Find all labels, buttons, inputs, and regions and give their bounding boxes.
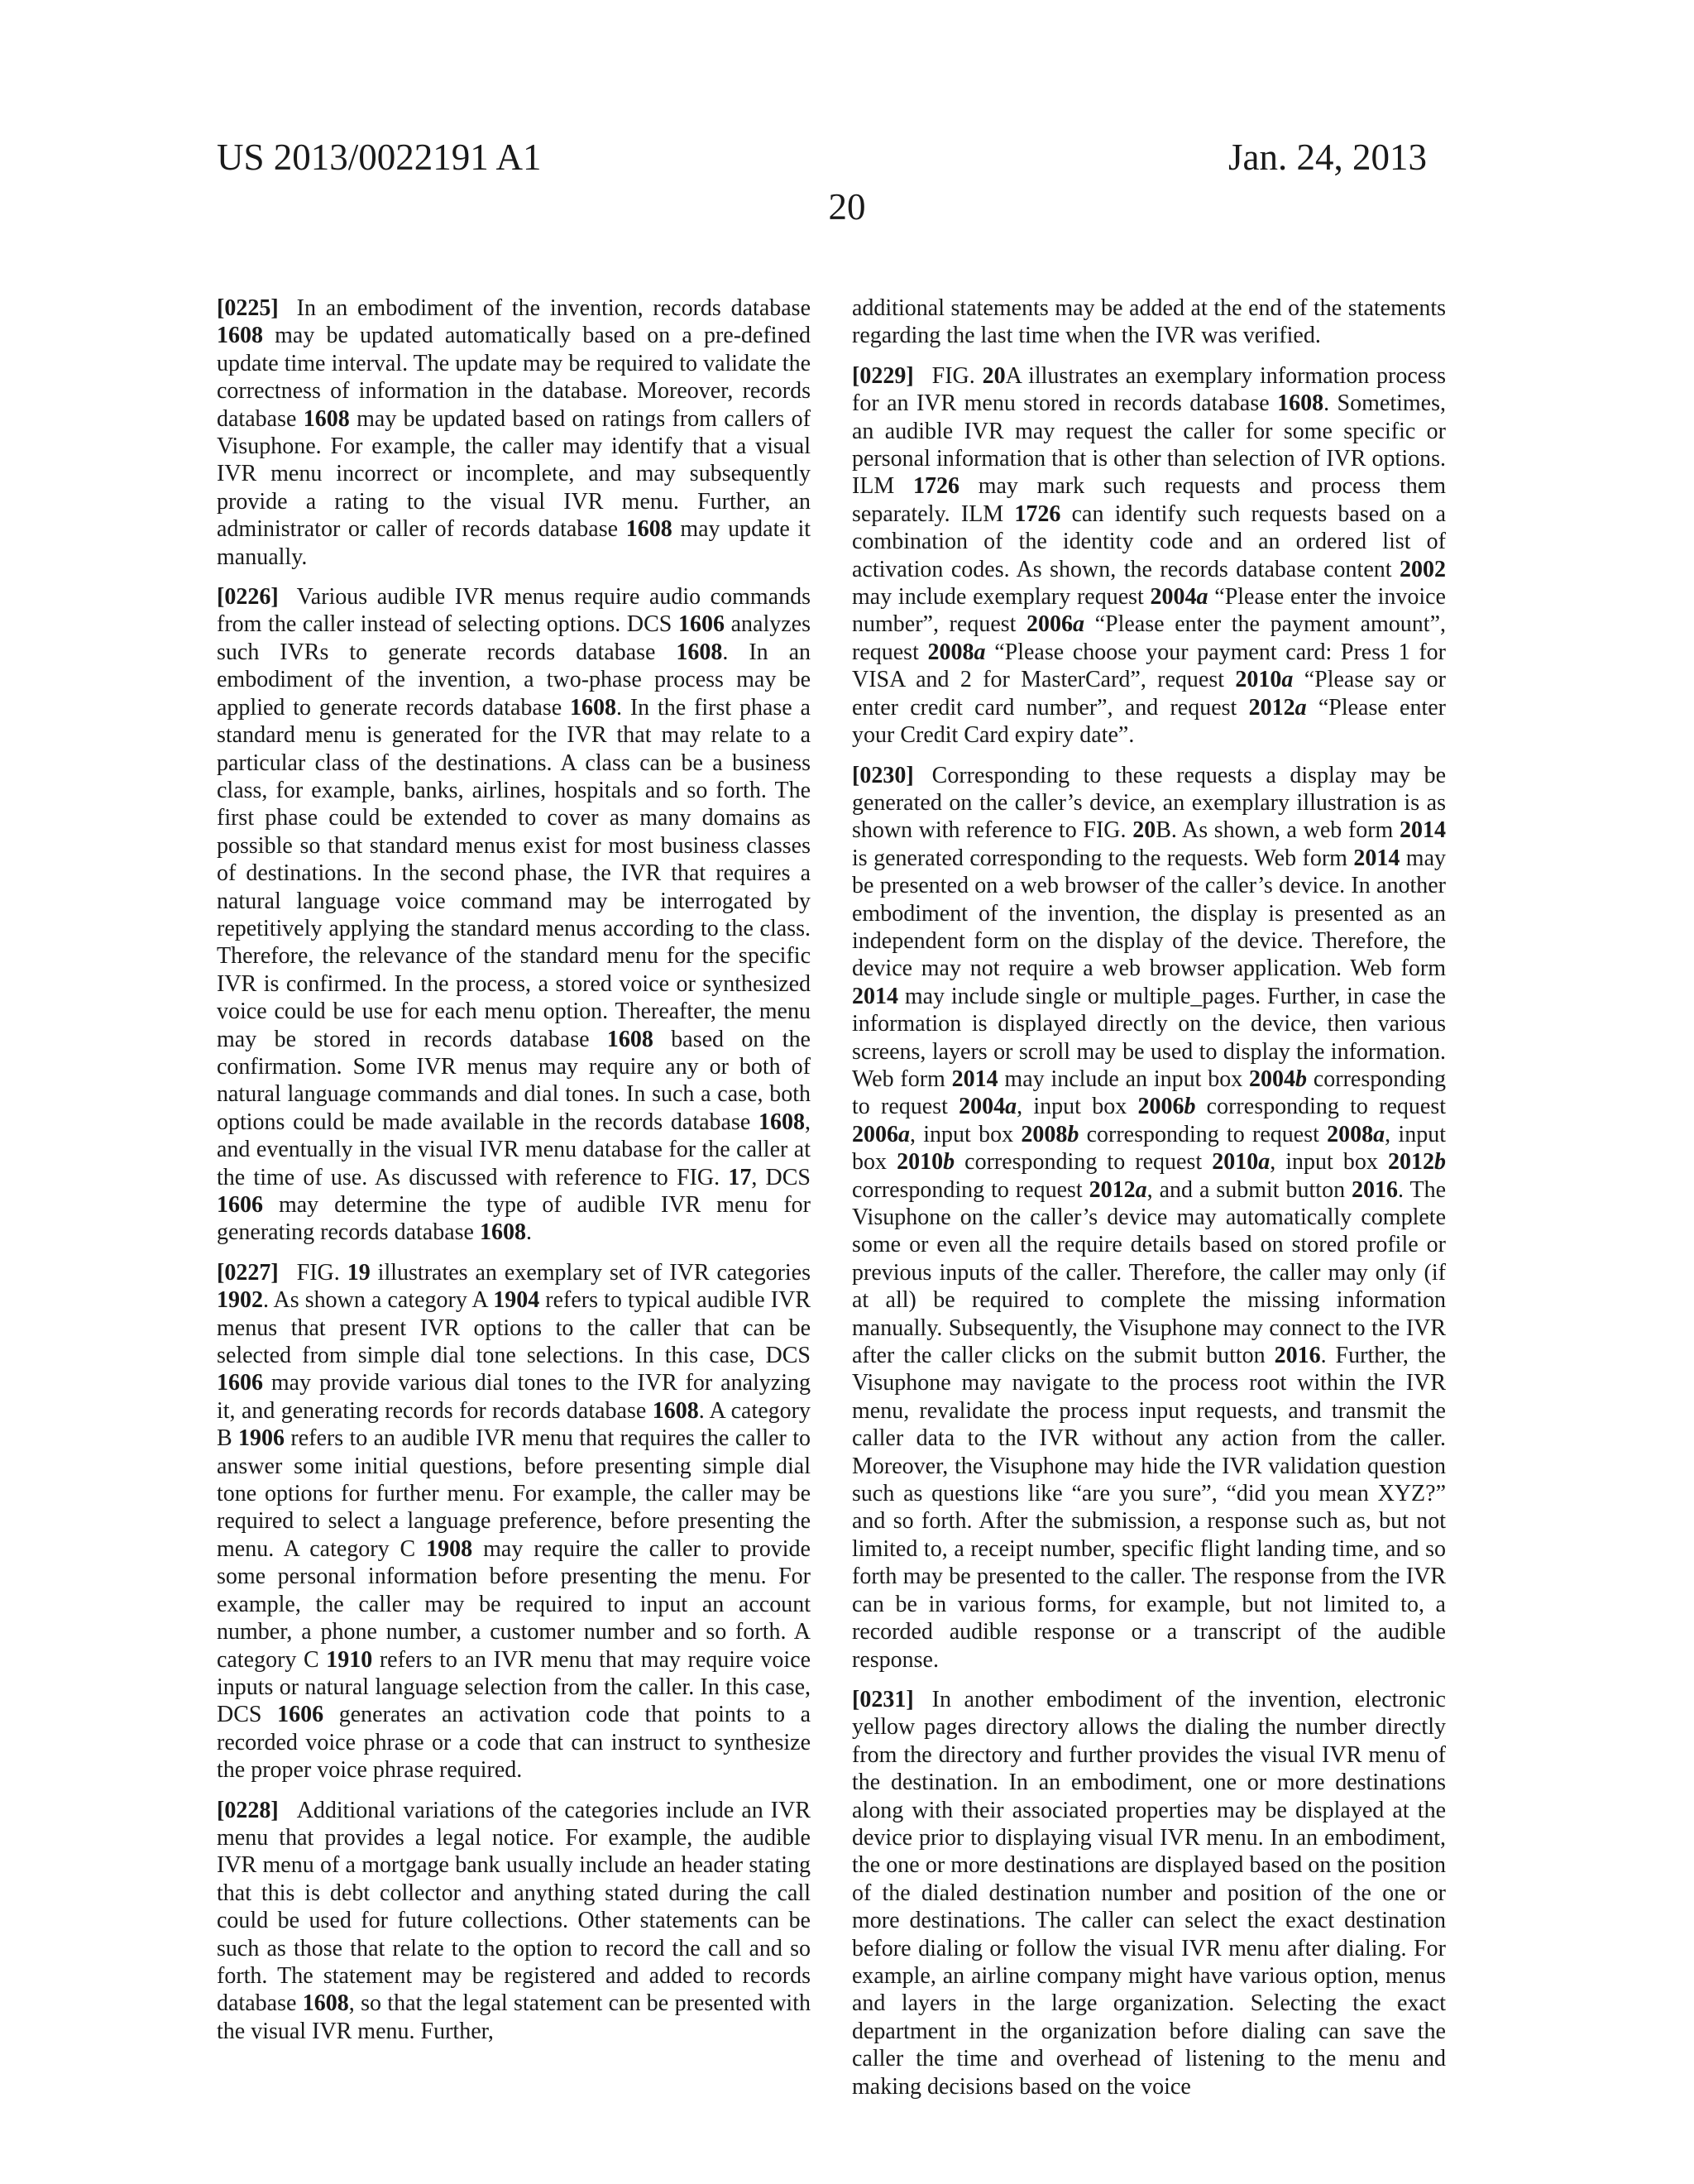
paragraph-0231	[852, 1686, 1446, 2100]
paragraph-text: FIG. 19 illustrates an exemplary set of IVR categories 1902. As shown a category A 1904 refers to typical audible IVR menus that present IVR options to the caller that can be selected from simple dial tone selections. In this case, DCS 1606 may provide various dial tones to the IVR for analyzing it, and generating records for records database 1608. A category B 1906 refers to an audible IVR menu that requires the caller to answer some initial questions, before presenting simple dial tone options for further menu. For example, the caller may be required to select a language preference, before presenting the menu. A category C 1908 may require the caller to provide some personal information before presenting the menu. For example, the caller may be required to input an account number, a phone number, a customer number and so forth. A category C 1910 refers to an IVR menu that may require voice inputs or natural language selection from the caller. In this case, DCS 1606 generates an activation code that points to a recorded voice phrase or a code that can instruct to synthesize the proper voice phrase required.	[217, 1259, 811, 1784]
paragraph-number: [0230]	[852, 762, 914, 788]
paragraph-number: [0226]	[217, 584, 279, 611]
paragraph-0228	[217, 1797, 811, 2046]
paragraph-0226	[217, 583, 811, 1247]
right-column	[852, 295, 1446, 2113]
paragraph-0229	[852, 362, 1446, 750]
paragraph-0225	[217, 295, 811, 571]
paragraph-number: [0225]	[217, 295, 279, 321]
paragraph-text: Various audible IVR menus require audio commands from the caller instead of selecting options. DCS 1606 analyzes such IVRs to generate records database 1608. In an embodiment of the invention, a two-phase process may be applied to generate records database 1608. In the first phase a standard menu is generated for the IVR that may relate to a particular class of the destinations. A class can be a business class, for example, banks, airlines, hospitals and so forth. The first phase could be extended to cover as many domains as possible so that standard menus exist for most business classes of destinations. In the second phase, the IVR that requires a natural language voice command may be interrogated by repetitively applying the standard menus according to the class. Therefore, the relevance of the standard menu for the specific IVR is confirmed. In the process, a stored voice or synthesized voice could be use for each menu option. Thereafter, the menu may be stored in records database 1608 based on the confirmation. Some IVR menus may require any or both of natural language commands and dial tones. In such a case, both options could be made available in the records database 1608, and eventually in the visual IVR menu database for the caller at the time of use. As discussed with reference to FIG. 17, DCS 1606 may determine the type of audible IVR menu for generating records database 1608.	[217, 584, 811, 1246]
paragraph-number: [0227]	[217, 1259, 279, 1286]
paragraph-number: [0228]	[217, 1797, 279, 1823]
paragraph-continuation: additional statements may be added at the end of the statements regarding the last time when the IVR was verified.	[852, 295, 1446, 349]
publication-number: US 2013/0022191 A1	[217, 136, 542, 178]
paragraph-text: FIG. 20A illustrates an exemplary information process for an IVR menu stored in records database 1608. Sometimes, an audible IVR may request the caller for some specific or personal information that is other than selection of IVR options. ILM 1726 may mark such requests and process them separately. ILM 1726 can identify such requests based on a combination of the identity code and an ordered list of activation codes. As shown, the records database content 2002 may include exemplary request 2004a “Please enter the invoice number”, request 2006a “Please enter the payment amount”, request 2008a “Please choose your payment card: Press 1 for VISA and 2 for MasterCard”, request 2010a “Please say or enter credit card number”, and request 2012a “Please enter your Credit Card expiry date”.	[852, 362, 1447, 749]
paragraph-text: Additional variations of the categories include an IVR menu that provides a legal notice. For example, the audible IVR menu of a mortgage bank usually include an header stating that this is debt collector and anything stated during the call could be used for future collections. Other statements can be such as those that relate to the option to record the call and so forth. The statement may be registered and added to records database 1608, so that the legal statement can be presented with the visual IVR menu. Further,	[217, 1797, 811, 2044]
paragraph-number: [0231]	[852, 1686, 914, 1712]
paragraph-text: Corresponding to these requests a display may be generated on the caller’s device, an exemplary illustration is as shown with reference to FIG. 20B. As shown, a web form 2014 is generated corresponding to the requests. Web form 2014 may be presented on a web browser of the caller’s device. In another embodiment of the invention, the display is presented as an independent form on the display of the device. Therefore, the device may not require a web browser application. Web form 2014 may include single or multiple_pages. Further, in case the information is displayed directly on the device, then various screens, layers or scroll may be used to display the information. Web form 2014 may include an input box 2004b corresponding to request 2004a, input box 2006b corresponding to request 2006a, input box 2008b corresponding to request 2008a, input box 2010b corresponding to request 2010a, input box 2012b corresponding to request 2012a, and a submit button 2016. The Visuphone on the caller’s device may automatically complete some or even all the require details based on stored profile or previous inputs of the caller. Therefore, the caller may only (if at all) be required to complete the missing information manually. Subsequently, the Visuphone may connect to the IVR after the caller clicks on the submit button 2016. Further, the Visuphone may navigate to the process root within the IVR menu, revalidate the process input requests, and transmit the caller data to the IVR without any action from the caller. Moreover, the Visuphone may hide the IVR validation question such as questions like “are you sure”, “did you mean XYZ?” and so forth. After the submission, a response such as, but not limited to, a receipt number, specific flight landing time, and so forth may be presented to the caller. The response from the IVR can be in various forms, for example, but not limited to, a recorded audible response or a transcript of the audible response.	[852, 762, 1447, 1673]
page-number: 20	[828, 186, 866, 228]
paragraph-text: In an embodiment of the invention, records database 1608 may be updated automatically based on a pre-defined update time interval. The update may be required to validate the correctness of information in the database. Moreover, records database 1608 may be updated based on ratings from callers of Visuphone. For example, the caller may identify that a visual IVR menu incorrect or incomplete, and may subsequently provide a rating to the visual IVR menu. Further, an administrator or caller of records database 1608 may update it manually.	[217, 295, 811, 570]
left-column	[217, 295, 811, 2057]
publication-date: Jan. 24, 2013	[1228, 136, 1427, 178]
paragraph-0230	[852, 762, 1446, 1674]
paragraph-number: [0229]	[852, 362, 914, 389]
paragraph-text: In another embodiment of the invention, electronic yellow pages directory allows the dialing the number directly from the directory and further provides the visual IVR menu of the destination. In an embodiment, one or more destinations along with their associated properties may be displayed at the device prior to displaying visual IVR menu. In an embodiment, the one or more destinations are displayed based on the position of the dialed destination number and position of the one or more destinations. The caller can select the exact destination before dialing or follow the visual IVR menu after dialing. For example, an airline company might have various option, menus and layers in the large organization. Selecting the exact department in the organization before dialing can save the caller the time and overhead of listening to the menu and making decisions based on the voice	[852, 1686, 1446, 2100]
paragraph-0227	[217, 1259, 811, 1784]
